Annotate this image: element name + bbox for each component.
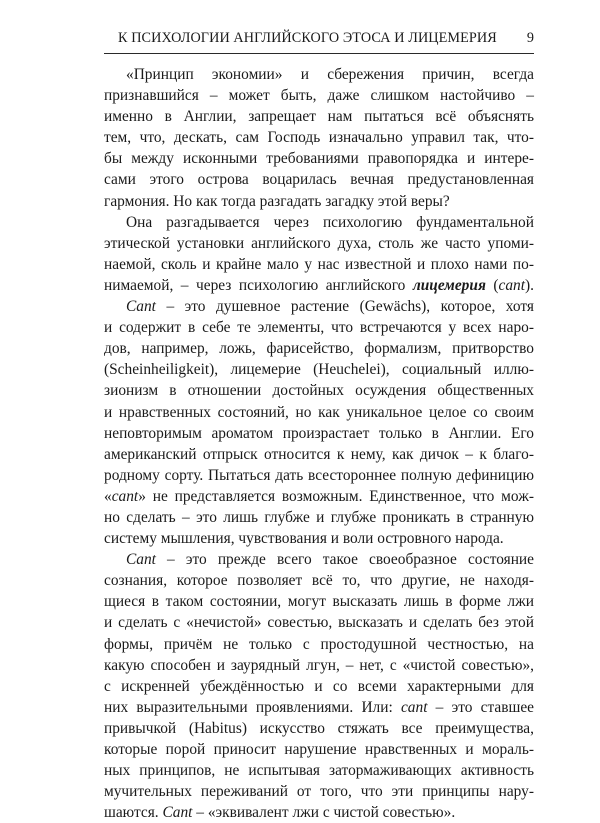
text-line — [104, 781, 534, 802]
header-rule — [104, 53, 534, 54]
text-line — [104, 296, 534, 317]
text-segment: шаются. — [104, 804, 163, 822]
text-segment: и нравственных состояний, но как уникальное целое со своим — [104, 403, 534, 421]
text-line — [104, 591, 534, 612]
text-line — [104, 191, 534, 212]
text-segment: американский отпрыск относится к нему, как дичок – к благо- — [104, 445, 534, 463]
emphasized-text: cant — [498, 276, 526, 294]
text-line — [104, 423, 534, 444]
text-segment: неповторимым ароматом произрастает только в Англии. Его — [104, 424, 534, 442]
running-header — [104, 24, 534, 54]
emphasized-text: Cant — [126, 551, 156, 569]
text-line — [104, 549, 534, 570]
text-segment: ных принципов, не испытывая затормаживающих активность — [104, 762, 534, 780]
text-segment: этической установки английского духа, столь же часто упоми- — [104, 234, 534, 252]
running-title: К ПСИХОЛОГИИ АНГЛИЙСКОГО ЭТОСА И ЛИЦЕМЕРИЯ — [118, 30, 497, 46]
text-line — [104, 275, 534, 296]
text-line — [104, 85, 534, 106]
text-line — [104, 507, 534, 528]
text-line — [104, 169, 534, 190]
text-segment: бы между исконными требованиями правопорядка и интере- — [104, 150, 534, 168]
emphasized-text: Cant — [162, 804, 193, 822]
text-line — [104, 254, 534, 275]
text-line — [104, 359, 534, 380]
text-line — [104, 612, 534, 633]
text-segment: которые порой приносит нарушение нравственных и мораль- — [104, 741, 534, 758]
text-line — [104, 802, 534, 823]
text-line — [104, 760, 534, 781]
text-segment: « — [104, 487, 112, 505]
text-line — [104, 570, 534, 591]
text-line — [104, 64, 534, 85]
text-segment: (Scheinheiligkeit), лицемерие (Heuchelei), социальный иллю- — [104, 361, 534, 379]
text-segment: и сделать с «нечистой» совестью, высказать и сделать без этой — [104, 614, 534, 632]
text-line — [104, 655, 534, 676]
text-segment: – это прежде всего такое своеобразное состояние — [155, 551, 534, 569]
body-text — [104, 64, 534, 823]
text-segment: – «эквивалент лжи с чистой совестью». — [192, 804, 456, 822]
text-segment: привычкой (Habitus) искусство стяжать все преимущества, — [104, 719, 534, 737]
emphasized-text: cant — [111, 487, 139, 505]
text-line — [104, 528, 534, 549]
text-line — [104, 465, 534, 486]
text-segment: систему мышления, чувствования и воли островного народа. — [104, 530, 504, 548]
text-segment: мучительных переживаний от того, что эти принципы нару- — [104, 783, 534, 801]
text-line — [104, 212, 534, 233]
text-line — [104, 676, 534, 697]
text-segment: родному сорту. Пытаться дать всестороннее полную дефиницию — [104, 466, 534, 484]
text-segment: дов, например, ложь, фарисейство, формализм, притворство — [104, 340, 534, 358]
text-segment: какую способен и заурядный лгун, – нет, с «чистой совестью», — [104, 656, 534, 674]
text-segment: тем, что, дескать, сам Господь изначально управил так, что- — [104, 129, 534, 147]
text-segment: именно в Англии, запрещает нам пытаться всё объяснять — [104, 108, 534, 126]
emphasized-text: Cant — [126, 298, 156, 316]
text-line — [104, 718, 534, 739]
text-segment: Она разгадывается через психологию фундаментальной — [126, 213, 534, 231]
text-segment: «Принцип экономии» и сбережения причин, всегда — [126, 66, 534, 83]
text-segment: но сделать – это лишь глубже и глубже проникать в странную — [104, 508, 534, 526]
text-segment: ( — [485, 276, 499, 294]
text-segment: зионизм в отношении достойных осуждения общественных — [104, 382, 534, 400]
text-line — [104, 233, 534, 254]
emphasized-text: лицемерия — [412, 276, 486, 294]
text-line — [104, 338, 534, 359]
text-segment: сознания, которое позволяет всё то, что другие, не находя- — [104, 572, 534, 590]
text-segment: » не представляется возможным. Единственное, что мож- — [138, 487, 534, 505]
text-line — [104, 444, 534, 465]
text-line — [104, 697, 534, 718]
text-segment: – это ставшее — [427, 698, 534, 716]
text-segment: ). — [525, 276, 534, 294]
text-segment: гармония. Но как тогда разгадать загадку этой веры? — [104, 192, 450, 210]
text-line — [104, 317, 534, 338]
text-segment: них выразительными проявлениями. Или: — [104, 698, 401, 716]
text-segment: сами этого острова воцарилась вечная предустановленная — [104, 171, 534, 189]
page-number: 9 — [526, 30, 534, 46]
text-segment: формы, причём не только с простодушной честностью, на — [104, 635, 534, 653]
text-line — [104, 634, 534, 655]
text-line — [104, 106, 534, 127]
text-line — [104, 148, 534, 169]
text-segment: щиеся в таком состоянии, могут высказать лишь в форме лжи — [104, 593, 534, 611]
text-segment: признавшийся – может быть, даже слишком настойчиво – — [104, 87, 534, 105]
text-segment: и содержит в себе те элементы, что встречаются у всех наро- — [104, 319, 534, 337]
text-segment: с искренней убеждённостью и со всеми характерными для — [104, 677, 534, 695]
text-segment: – это душевное растение (Gewächs), которое, хотя — [155, 298, 534, 316]
text-line — [104, 486, 534, 507]
text-line — [104, 127, 534, 148]
text-line — [104, 402, 534, 423]
text-segment: наемой, сколь и крайне мало у нас известной и плохо нами по- — [104, 255, 534, 273]
text-segment: нимаемой, – через психологию английского — [104, 276, 413, 294]
emphasized-text: cant — [400, 698, 428, 716]
text-line — [104, 380, 534, 401]
